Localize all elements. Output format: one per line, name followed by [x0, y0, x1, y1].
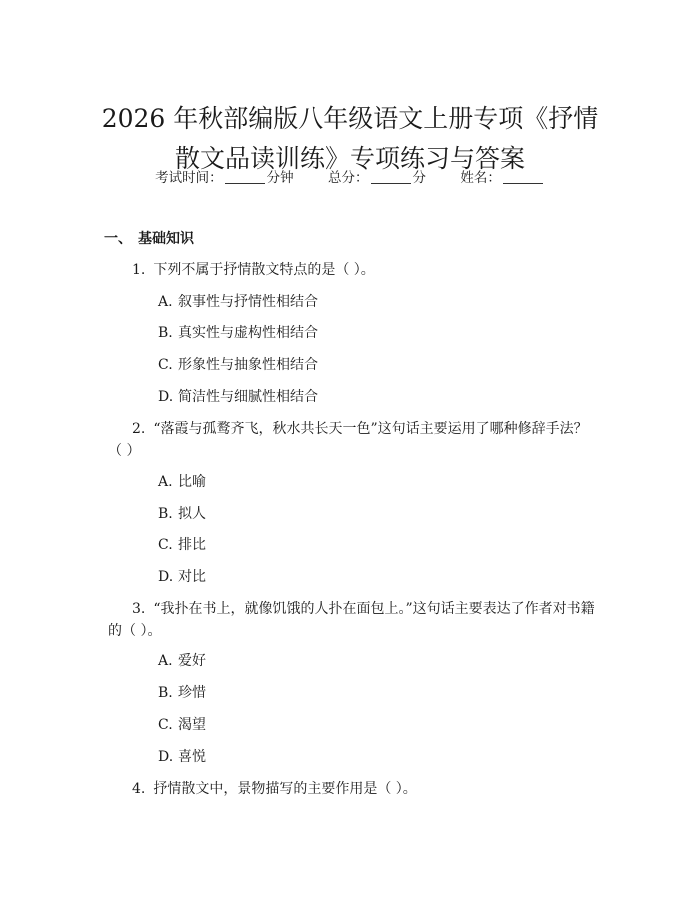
question-text: “我扑在书上，就像饥饿的人扑在面包上。”这句话主要表达了作者对书籍的（ ）。 [108, 601, 595, 639]
question-number: 3. [132, 601, 146, 617]
question-3-option-d [158, 747, 206, 767]
name-label: 姓名： [460, 170, 501, 186]
option-text: 真实性与虚构性相结合 [178, 325, 318, 341]
question-3-option-a [158, 651, 206, 671]
score-blank [371, 169, 411, 184]
exam-meta [0, 168, 700, 188]
question-number: 1. [132, 262, 146, 278]
option-text: 简洁性与细腻性相结合 [178, 389, 318, 405]
option-text: 珍惜 [178, 685, 206, 701]
question-2-option-a [158, 472, 206, 492]
option-letter: A. [158, 294, 173, 310]
question-1-option-c [158, 355, 318, 375]
time-label: 考试时间： [155, 170, 223, 186]
question-text: 抒情散文中，景物描写的主要作用是（ ）。 [153, 781, 417, 797]
question-3 [108, 598, 598, 642]
time-blank [225, 169, 265, 184]
option-letter: A. [158, 474, 173, 490]
option-letter: C. [158, 357, 173, 373]
section-title: 基础知识 [138, 231, 194, 247]
question-number: 2. [132, 421, 146, 437]
option-text: 爱好 [178, 653, 206, 669]
option-letter: C. [158, 537, 173, 553]
document-title [60, 99, 640, 179]
option-letter: D. [158, 389, 174, 405]
question-1-option-b [158, 323, 318, 343]
score-unit: 分 [412, 170, 426, 186]
question-text: 下列不属于抒情散文特点的是（ ）。 [153, 262, 375, 278]
option-text: 喜悦 [178, 749, 206, 765]
option-letter: B. [158, 325, 173, 341]
option-letter: C. [158, 717, 173, 733]
option-letter: A. [158, 653, 173, 669]
question-1-option-d [158, 387, 318, 407]
question-1 [108, 259, 598, 281]
question-3-option-c [158, 715, 206, 735]
section-number: 一、 [104, 231, 132, 247]
question-number: 4. [132, 781, 146, 797]
section-heading [104, 229, 194, 249]
name-blank [503, 169, 543, 184]
option-text: 叙事性与抒情性相结合 [178, 294, 318, 310]
option-text: 比喻 [178, 474, 206, 490]
option-letter: B. [158, 685, 173, 701]
option-text: 渴望 [178, 717, 206, 733]
title-line-2: 散文品读训练》专项练习与答案 [174, 143, 525, 173]
question-2-option-d [158, 567, 206, 587]
option-letter: D. [158, 569, 174, 585]
question-text: “落霞与孤鹜齐飞，秋水共长天一色”这句话主要运用了哪种修辞手法？（ ） [108, 421, 588, 459]
option-letter: B. [158, 506, 173, 522]
question-2 [108, 418, 598, 462]
question-4 [108, 778, 598, 800]
option-text: 对比 [178, 569, 206, 585]
score-label: 总分： [328, 170, 369, 186]
question-3-option-b [158, 683, 206, 703]
question-2-option-b [158, 504, 206, 524]
option-text: 形象性与抽象性相结合 [178, 357, 318, 373]
time-unit: 分钟 [266, 170, 294, 186]
title-line-1: 2026 年秋部编版八年级语文上册专项《抒情 [101, 103, 599, 133]
option-letter: D. [158, 749, 174, 765]
option-text: 拟人 [178, 506, 206, 522]
question-1-option-a [158, 292, 318, 312]
option-text: 排比 [178, 537, 206, 553]
question-2-option-c [158, 535, 206, 555]
